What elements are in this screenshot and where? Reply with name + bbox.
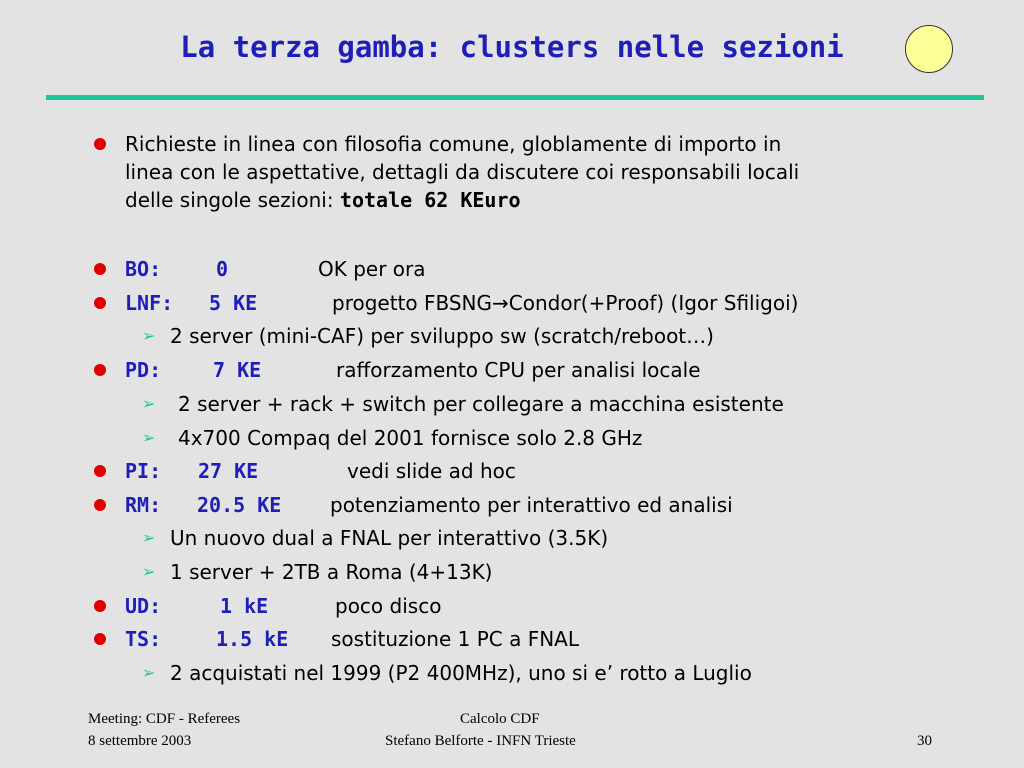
- item-code: PI:: [125, 459, 162, 483]
- arrow-bullet-icon: ➢: [142, 326, 156, 345]
- bullet-icon: [94, 633, 106, 645]
- sub-item: 1 server + 2TB a Roma (4+13K): [170, 560, 493, 584]
- item-code: PD:: [125, 358, 162, 382]
- item-amount: 5 KE: [209, 291, 258, 315]
- intro-line-3: [125, 186, 521, 214]
- item-amount: 1 kE: [220, 594, 269, 618]
- sub-item: 2 server + rack + switch per collegare a macchina esistente: [178, 392, 784, 416]
- bullet-icon: [94, 138, 106, 150]
- item-desc: sostituzione 1 PC a FNAL: [331, 627, 579, 651]
- footer-date: 8 settembre 2003: [88, 733, 192, 749]
- item-desc: rafforzamento CPU per analisi locale: [336, 358, 701, 382]
- arrow-bullet-icon: ➢: [142, 394, 156, 413]
- item-desc: progetto FBSNG→Condor(+Proof) (Igor Sfiligoi): [332, 291, 799, 315]
- arrow-bullet-icon: ➢: [142, 562, 156, 581]
- footer-meeting: Meeting: CDF - Referees: [88, 711, 241, 727]
- sub-item: 4x700 Compaq del 2001 fornisce solo 2.8 GHz: [178, 426, 643, 450]
- item-desc: vedi slide ad hoc: [347, 459, 516, 483]
- item-amount: 27 KE: [198, 459, 259, 483]
- title-divider: [46, 95, 984, 100]
- item-desc: OK per ora: [318, 257, 426, 281]
- item-amount: 20.5 KE: [197, 493, 282, 517]
- intro-total: totale 62 KEuro: [339, 188, 521, 212]
- item-desc: poco disco: [335, 594, 442, 618]
- item-code: BO:: [125, 257, 162, 281]
- intro-line-3-text: delle singole sezioni:: [125, 188, 340, 212]
- intro-line-1: Richieste in linea con filosofia comune, globlamente di importo in: [125, 132, 782, 156]
- footer-course: Calcolo CDF: [460, 711, 540, 727]
- page-number: 30: [917, 733, 932, 749]
- item-code: TS:: [125, 627, 162, 651]
- sub-item: 2 acquistati nel 1999 (P2 400MHz), uno si e’ rotto a Luglio: [170, 661, 752, 685]
- bullet-icon: [94, 364, 106, 376]
- item-code: LNF:: [125, 291, 174, 315]
- arrow-bullet-icon: ➢: [142, 528, 156, 547]
- item-amount: 0: [216, 257, 229, 281]
- item-amount: 1.5 kE: [216, 627, 289, 651]
- sub-item: 2 server (mini-CAF) per sviluppo sw (scratch/reboot…): [170, 324, 714, 348]
- item-amount: 7 KE: [213, 358, 262, 382]
- item-code: RM:: [125, 493, 162, 517]
- bullet-icon: [94, 465, 106, 477]
- sub-item: Un nuovo dual a FNAL per interattivo (3.5K): [170, 526, 609, 550]
- bullet-icon: [94, 600, 106, 612]
- bullet-icon: [94, 263, 106, 275]
- bullet-icon: [94, 499, 106, 511]
- intro-line-2: linea con le aspettative, dettagli da discutere coi responsabili locali: [125, 160, 800, 184]
- item-code: UD:: [125, 594, 162, 618]
- arrow-bullet-icon: ➢: [142, 428, 156, 447]
- footer-author: Stefano Belforte - INFN Trieste: [385, 733, 576, 749]
- bullet-icon: [94, 297, 106, 309]
- sun-icon: [905, 25, 953, 73]
- slide-title: La terza gamba: clusters nelle sezioni: [180, 30, 844, 64]
- arrow-bullet-icon: ➢: [142, 663, 156, 682]
- item-desc: potenziamento per interattivo ed analisi: [330, 493, 733, 517]
